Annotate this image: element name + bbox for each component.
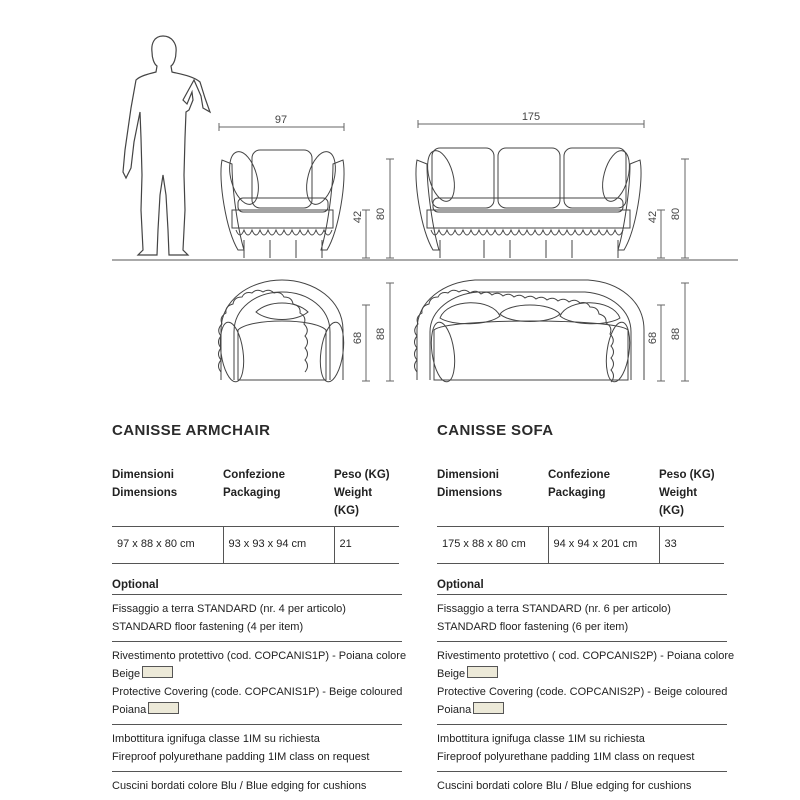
value-packaging: 93 x 93 x 94 cm (223, 527, 334, 564)
armchair-spec (112, 420, 407, 800)
header-packaging: Confezione Packaging (223, 462, 334, 527)
dim-armchair-height: 80 (375, 207, 387, 221)
armchair-title: CANISSE ARMCHAIR (112, 422, 271, 439)
sofa-spec-table (437, 462, 724, 564)
option-fireproof-padding: Imbottitura ignifuga classe 1IM su richiesta Fireproof polyurethane padding 1IM class on request (112, 724, 402, 771)
dim-sofa-seat-height: 42 (647, 210, 659, 224)
value-dimensions: 175 x 88 x 80 cm (437, 527, 548, 564)
sofa-top-view (415, 280, 645, 383)
header-dimensions: Dimensioni Dimensions (112, 462, 223, 527)
option-cushion-edging: Cuscini bordati colore Blu / Blue edging for cushions (112, 771, 402, 800)
dim-sofa-seat-depth: 68 (647, 331, 659, 345)
option-floor-fastening: Fissaggio a terra STANDARD (nr. 6 per articolo) STANDARD floor fastening (6 per item) (437, 594, 727, 641)
optional-title: Optional (437, 579, 484, 591)
option-protective-covering: Rivestimento protettivo ( cod. COPCANIS2P) - Poiana colore Beige Protective Covering (code. COPCANIS2P) - Beige coloured Poiana (437, 641, 727, 724)
beige-swatch (142, 666, 173, 678)
option-cushion-edging: Cuscini bordati colore Blu / Blue edging for cushions (437, 771, 727, 800)
dim-armchair-width: 97 (274, 114, 288, 126)
sofa-spec (437, 420, 735, 800)
option-floor-fastening: Fissaggio a terra STANDARD (nr. 4 per articolo) STANDARD floor fastening (4 per item) (112, 594, 402, 641)
option-fireproof-padding: Imbottitura ignifuga classe 1IM su richiesta Fireproof polyurethane padding 1IM class on request (437, 724, 727, 771)
dim-sofa-depth: 88 (670, 327, 682, 341)
beige-swatch (473, 702, 504, 714)
sofa-front-view (416, 120, 644, 258)
human-silhouette (123, 36, 210, 255)
beige-swatch (467, 666, 498, 678)
optional-title: Optional (112, 579, 159, 591)
dim-armchair-seat-height: 42 (352, 210, 364, 224)
header-packaging: Confezione Packaging (548, 462, 659, 527)
dim-armchair-seat-depth: 68 (352, 331, 364, 345)
value-packaging: 94 x 94 x 201 cm (548, 527, 659, 564)
header-dimensions: Dimensioni Dimensions (437, 462, 548, 527)
armchair-spec-table (112, 462, 399, 564)
value-weight: 21 (334, 527, 399, 564)
value-weight: 33 (659, 527, 724, 564)
sofa-title: CANISSE SOFA (437, 422, 554, 439)
dim-armchair-depth: 88 (375, 327, 387, 341)
header-weight: Peso (KG) Weight (KG) (659, 462, 724, 527)
armchair-front-view (219, 123, 344, 258)
header-weight: Peso (KG) Weight (KG) (334, 462, 399, 527)
value-dimensions: 97 x 88 x 80 cm (112, 527, 223, 564)
armchair-top-view (217, 280, 347, 383)
dim-sofa-width: 175 (521, 111, 541, 123)
beige-swatch (148, 702, 179, 714)
dim-sofa-height: 80 (670, 207, 682, 221)
option-protective-covering: Rivestimento protettivo (cod. COPCANIS1P) - Poiana colore Beige Protective Covering (code. COPCANIS1P) - Beige coloured Poiana (112, 641, 402, 724)
